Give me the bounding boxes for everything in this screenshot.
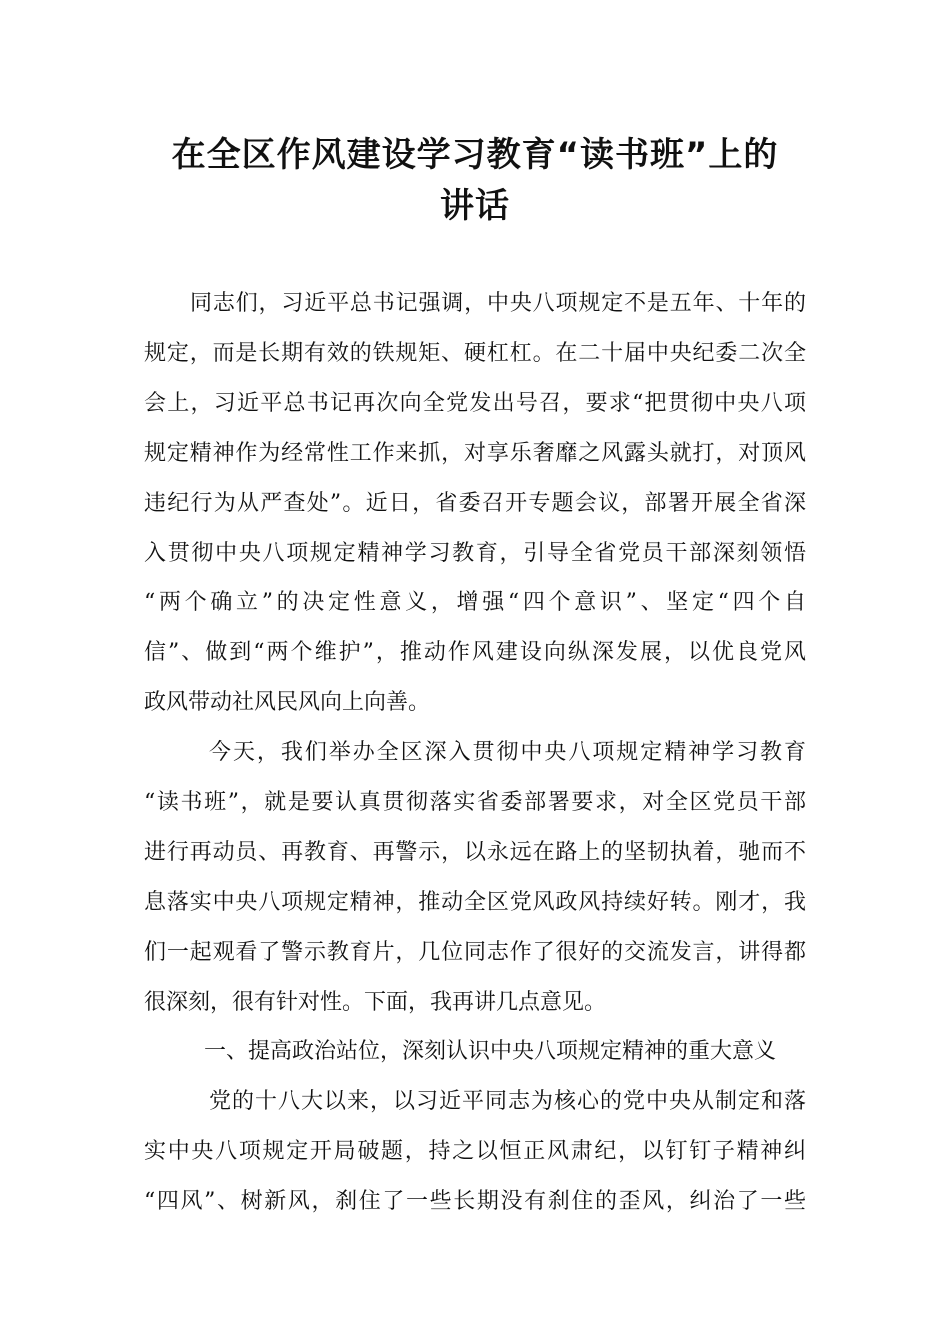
paragraph-1-line-5: 违纪行为从严查处”。近日，省委召开专题会议，部署开展全省深 [144,491,806,516]
paragraph-1-line-6: 入贯彻中央八项规定精神学习教育，引导全省党员干部深刻领悟 [144,541,806,566]
paragraph-1-line-1: 同志们，习近平总书记强调，中央八项规定不是五年、十年的 [190,291,806,316]
paragraph-3-line-1: 党的十八大以来，以习近平同志为核心的党中央从制定和落 [209,1089,806,1114]
paragraph-2-line-4: 息落实中央八项规定精神，推动全区党风政风持续好转。刚才，我 [144,890,806,915]
paragraph-1-line-9: 政风带动社风民风向上向善。 [144,690,431,715]
section-heading-1: 一、提高政治站位，深刻认识中央八项规定精神的重大意义 [204,1039,777,1064]
paragraph-2-line-5: 们一起观看了警示教育片，几位同志作了很好的交流发言，讲得都 [144,940,806,965]
document-title-line-1: 在全区作风建设学习教育“读书班”上的 [171,135,779,175]
paragraph-1-line-2: 规定，而是长期有效的铁规矩、硬杠杠。在二十届中央纪委二次全 [144,341,806,366]
paragraph-1-line-3: 会上，习近平总书记再次向全党发出号召，要求“把贯彻中央八项 [144,391,806,416]
paragraph-3-line-2: 实中央八项规定开局破题，持之以恒正风肃纪，以钉钉子精神纠 [144,1139,806,1164]
paragraph-1-line-8: 信”、做到“两个维护”，推动作风建设向纵深发展，以优良党风 [144,640,806,665]
paragraph-2-line-1: 今天，我们举办全区深入贯彻中央八项规定精神学习教育 [209,740,806,765]
paragraph-2-line-3: 进行再动员、再教育、再警示，以永远在路上的坚韧执着，驰而不 [144,840,806,865]
document-title-line-2: 讲话 [440,186,510,226]
paragraph-2-line-6: 很深刻，很有针对性。下面，我再讲几点意见。 [144,990,607,1015]
paragraph-1-line-4: 规定精神作为经常性工作来抓，对享乐奢靡之风露头就打，对顶风 [144,441,806,466]
paragraph-1-line-7: “两个确立”的决定性意义，增强“四个意识”、坚定“四个自 [144,590,806,615]
paragraph-3-line-3: “四风”、树新风，刹住了一些长期没有刹住的歪风，纠治了一些 [144,1189,806,1214]
paragraph-2-line-2: “读书班”，就是要认真贯彻落实省委部署要求，对全区党员干部 [144,790,806,815]
